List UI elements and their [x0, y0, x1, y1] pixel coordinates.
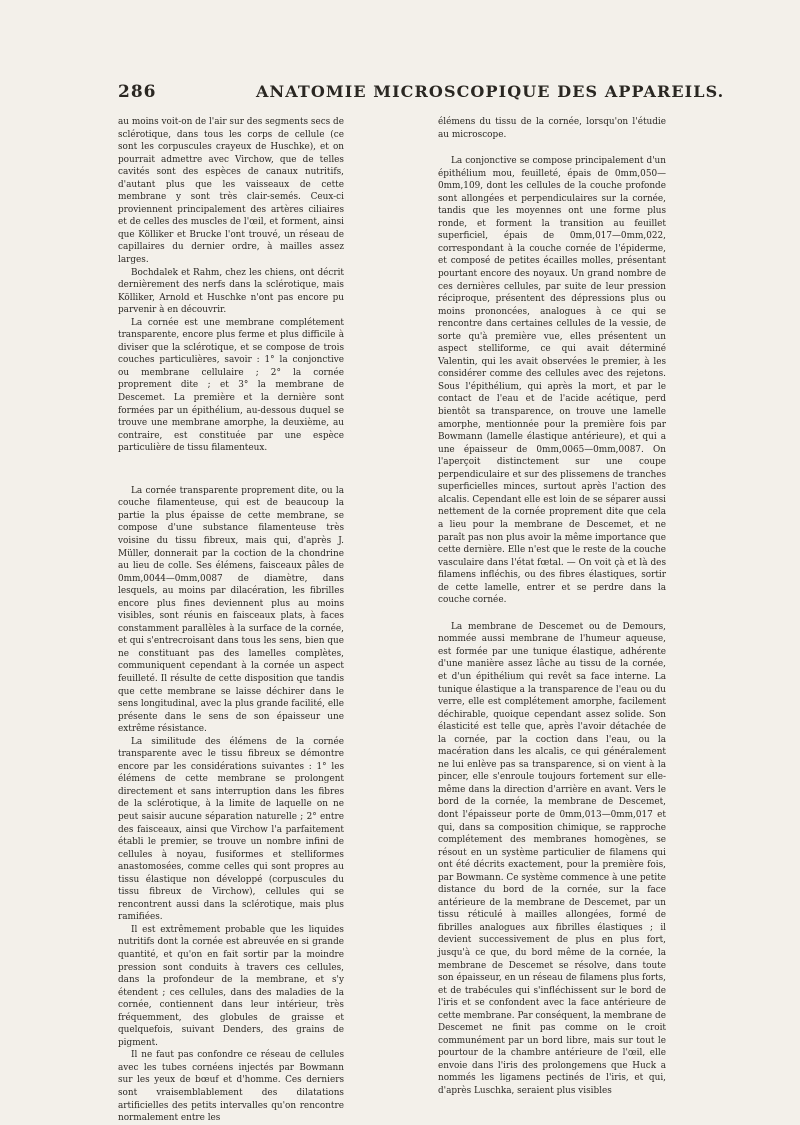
paragraph: Il ne faut pas confondre ce réseau de cellules avec les tubes cornéens injectés par Bowmann sur les yeux de bœuf et d'homme. Ces derniers sont vraisemblablement des dilatations artificielles des petits intervalles qu'on rencontre normalement entre les — [118, 1050, 344, 1124]
paragraph-gap — [118, 455, 344, 485]
page-number: 286 — [118, 82, 157, 102]
paragraph-gap — [438, 607, 666, 621]
paragraph: La conjonctive se compose principalement d'un épithélium mou, feuilleté, épais de 0mm,050—0mm,109, dont les cellules de la couche profonde sont allongées et perpendiculaires sur la cornée, tandis que les moyennes ont une forme plus ronde, et forment la transition au feuillet superficiel, épais de 0mm,017—0mm,022, correspondant à la couche cornée de l'épiderme, et composé de petites écailles molles, présentant pourtant encore des noyaux. Un grand nombre de ces dernières cellules, par suite de leur pression réciproque, présentent des dépressions plus ou moins prononcées, analogues à ce qui se rencontre dans certaines cellules de la vessie, de sorte qu'à première vue, elles présentent un aspect stelliforme, ce qui avait déterminé Valentin, qui les avait observées le premier, à les considérer comme des cellules avec des rejetons. Sous l'épithélium, qui après la mort, et par le contact de l'eau et de l'acide acétique, perd bientôt sa transparence, on trouve une lamelle amorphe, mentionnée pour la première fois par Bowmann (lamelle élastique antérieure), et qui a une épaisseur de 0mm,0065—0mm,0087. On l'aperçoit distinctement sur une coupe perpendiculaire et sur des plissemens de tranches superficielles minces, surtout après l'action des alcalis. Cependant elle est loin de se séparer aussi nettement de la cornée proprement dite que cela a lieu pour la membrane de Descemet, et ne paraît pas non plus avoir la même importance que cette dernière. Elle n'est que le reste de la couche vasculaire dans l'état fœtal. — On voit çà et là des filamens infléchis, ou des fibres élastiques, sortir de cette lamelle, entrer et se perdre dans la couche cornée. — [438, 156, 666, 606]
left-column — [118, 116, 344, 1124]
paragraph: élémens du tissu de la cornée, lorsqu'on l'étudie au microscope. — [438, 117, 666, 140]
paragraph: au moins voit-on de l'air sur des segments secs de sclérotique, dans tous les corps de cellule (ce sont les corpuscules crayeux de Huschke), et on pourrait admettre avec Virchow, que de telles cavités sont des espèces de canaux nutritifs, d'autant plus que les vaisseaux de cette membrane y sont très clair-semés. Ceux-ci proviennent principalement des artères ciliaires et de celles des muscles de l'œil, et forment, ainsi que Kölliker et Brucke l'ont trouvé, un réseau de capillaires du dernier ordre, à mailles assez larges. — [118, 117, 344, 266]
paragraph-gap — [438, 141, 666, 155]
running-title: ANATOMIE MICROSCOPIQUE DES APPAREILS. — [256, 82, 725, 101]
page-header — [118, 80, 725, 116]
right-column — [438, 116, 666, 1097]
paragraph: Bochdalek et Rahm, chez les chiens, ont décrit dernièrement des nerfs dans la sclérotique, mais Kölliker, Arnold et Huschke n'ont pas encore pu parvenir à en découvrir. — [118, 267, 344, 316]
paragraph: La membrane de Descemet ou de Demours, nommée aussi membrane de l'humeur aqueuse, est formée par une tunique élastique, adhérente d'une manière assez lâche au tissu de la cornée, et d'un épithélium qui revêt sa face interne. La tunique élastique a la transparence de l'eau ou du verre, elle est complétement amorphe, facilement déchirable, quoique cependant assez solide. Son élasticité est telle que, après l'avoir détachée de la cornée, par la coction dans l'eau, ou la macération dans les alcalis, ce qui généralement ne lui enlève pas sa transparence, si on vient à la pincer, elle s'enroule toujours fortement sur elle-même dans la direction d'arrière en avant. Vers le bord de la cornée, la membrane de Descemet, dont l'épaisseur porte de 0mm,013—0mm,017 et qui, dans sa composition chimique, se rapproche complétement des membranes homogènes, se résout en un système particulier de filamens qui ont été décrits exactement, pour la première fois, par Bowmann. Ce système commence à une petite distance du bord de la cornée, sur la face antérieure de la membrane de Descemet, par un tissu réticulé à mailles allongées, formé de fibrilles analogues aux fibrilles élastiques ; il devient successivement de plus en plus fort, jusqu'à ce que, du bord même de la cornée, la membrane de Descemet se résolve, dans toute son épaisseur, en un réseau de filamens plus forts, et de trabécules qui s'infléchissent sur le bord de l'iris et se confondent avec la face antérieure de cette membrane. Par conséquent, la membrane de Descemet ne finit pas comme on le croit communément par un bord libre, mais sur tout le pourtour de la chambre antérieure de l'œil, elle envoie dans l'iris des prolongemens que Huck a nommés les ligamens pectinés de l'iris, et qui, d'après Luschka, seraient plus visibles — [438, 621, 666, 1097]
paragraph: La similitude des élémens de la cornée transparente avec le tissu fibreux se démontre encore par les considérations suivantes : 1° les élémens de cette membrane se prolongent directement et sans interruption dans les fibres de la sclérotique, à la limite de laquelle on ne peut saisir aucune séparation naturelle ; 2° entre des faisceaux, ainsi que Virchow l'a parfaitement établi le premier, se trouve un nombre infini de cellules à noyau, fusiformes et stelliformes anastomosées, comme celles qui sont propres au tissu élastique non développé (corpuscules du tissu fibreux de Virchow), cellules qui se rencontrent aussi dans la sclérotique, mais plus ramifiées. — [118, 736, 344, 923]
paragraph: Il est extrêmement probable que les liquides nutritifs dont la cornée est abreuvée en si grande quantité, et qu'on en fait sortir par la moindre pression sont conduits à travers ces cellules, dans la profondeur de la membrane, et s'y étendent ; ces cellules, dans des maladies de la cornée, contiennent dans leur intérieur, très fréquemment, des globules de graisse et quelquefois, suivant Denders, des grains de pigment. — [118, 924, 344, 1048]
paragraph: La cornée transparente proprement dite, ou la couche filamenteuse, qui est de beaucoup la partie la plus épaisse de cette membrane, se compose d'une substance filamenteuse très voisine du tissu fibreux, mais qui, d'après J. Müller, donnerait par la coction de la chondrine au lieu de colle. Ses élémens, faisceaux pâles de 0mm,0044—0mm,0087 de diamètre, dans lesquels, au moins par dilacération, les fibrilles encore plus fines deviennent plus au moins visibles, sont réunis en faisceaux plats, à faces constamment parallèles à la surface de la cornée, et qui s'entrecroisant dans tous les sens, bien que ne constituant pas des lamelles complètes, communiquent cependant à la cornée un aspect feuilleté. Il résulte de cette disposition que tandis que cette membrane se laisse déchirer dans le sens longitudinal, avec la plus grande facilité, elle présente dans le sens de son épaisseur une extrême résistance. — [118, 485, 344, 735]
paragraph: La cornée est une membrane complétement transparente, encore plus ferme et plus difficile à diviser que la sclérotique, et se compose de trois couches particulières, savoir : 1° la conjonctive ou membrane cellulaire ; 2° la cornée proprement dite ; et 3° la membrane de Descemet. La première et la dernière sont formées par un épithélium, au-dessous duquel se trouve une membrane amorphe, la deuxième, au contraire, est constituée par une espèce particulière de tissu filamenteux. — [118, 317, 344, 454]
